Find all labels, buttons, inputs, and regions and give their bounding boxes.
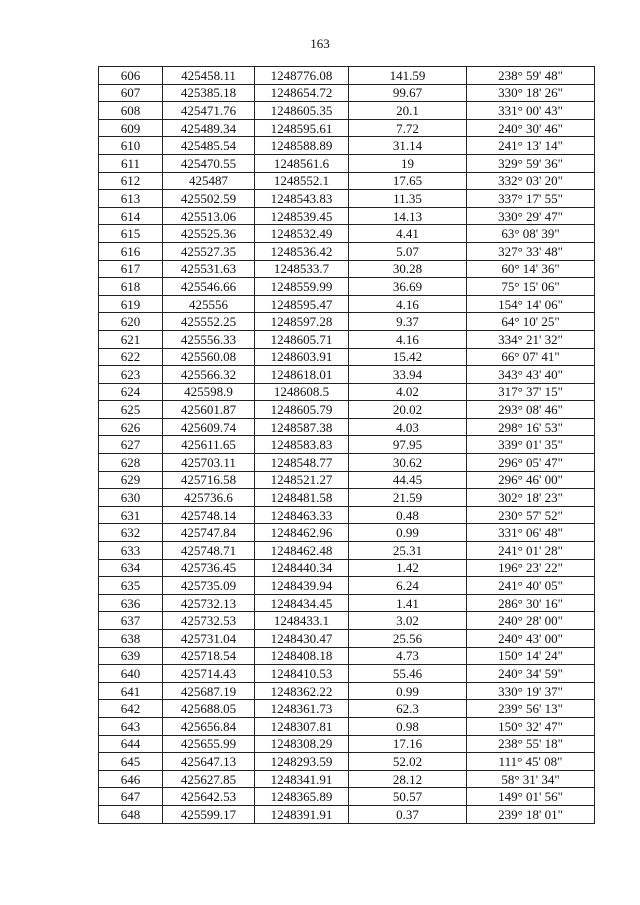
bearing-cell: 331° 06' 48" [467, 524, 595, 542]
table-row [99, 313, 595, 331]
x-coordinate-cell: 425735.09 [163, 577, 255, 595]
x-coordinate-cell: 425531.63 [163, 260, 255, 278]
bearing-cell: 66° 07' 41" [467, 348, 595, 366]
bearing-cell: 339° 01' 35" [467, 436, 595, 454]
y-coordinate-cell: 1248605.79 [255, 401, 349, 419]
y-coordinate-cell: 1248608.5 [255, 383, 349, 401]
y-coordinate-cell: 1248654.72 [255, 84, 349, 102]
distance-cell: 28.12 [349, 770, 467, 788]
bearing-cell: 286° 30' 16" [467, 594, 595, 612]
distance-cell: 3.02 [349, 612, 467, 630]
y-coordinate-cell: 1248521.27 [255, 471, 349, 489]
y-coordinate-cell: 1248308.29 [255, 735, 349, 753]
table-row [99, 753, 595, 771]
distance-cell: 30.28 [349, 260, 467, 278]
bearing-cell: 327° 33' 48" [467, 242, 595, 260]
x-coordinate-cell: 425525.36 [163, 225, 255, 243]
table-row [99, 506, 595, 524]
distance-cell: 44.45 [349, 471, 467, 489]
distance-cell: 15.42 [349, 348, 467, 366]
table-row [99, 278, 595, 296]
y-coordinate-cell: 1248462.48 [255, 542, 349, 560]
x-coordinate-cell: 425556.33 [163, 330, 255, 348]
y-coordinate-cell: 1248618.01 [255, 366, 349, 384]
y-coordinate-cell: 1248408.18 [255, 647, 349, 665]
point-number-cell: 631 [99, 506, 163, 524]
bearing-cell: 150° 14' 24" [467, 647, 595, 665]
distance-cell: 20.1 [349, 102, 467, 120]
point-number-cell: 608 [99, 102, 163, 120]
table-row [99, 454, 595, 472]
bearing-cell: 330° 29' 47" [467, 207, 595, 225]
table-row [99, 682, 595, 700]
table-row [99, 700, 595, 718]
point-number-cell: 628 [99, 454, 163, 472]
bearing-cell: 240° 43' 00" [467, 630, 595, 648]
bearing-cell: 293° 08' 46" [467, 401, 595, 419]
table-row [99, 102, 595, 120]
bearing-cell: 337° 17' 55" [467, 190, 595, 208]
y-coordinate-cell: 1248533.7 [255, 260, 349, 278]
x-coordinate-cell: 425736.45 [163, 559, 255, 577]
y-coordinate-cell: 1248539.45 [255, 207, 349, 225]
bearing-cell: 149° 01' 56" [467, 788, 595, 806]
table-row [99, 471, 595, 489]
x-coordinate-cell: 425527.35 [163, 242, 255, 260]
point-number-cell: 633 [99, 542, 163, 560]
table-row [99, 436, 595, 454]
page-number: 163 [310, 36, 330, 51]
table-row [99, 542, 595, 560]
distance-cell: 17.16 [349, 735, 467, 753]
point-number-cell: 609 [99, 119, 163, 137]
distance-cell: 0.98 [349, 717, 467, 735]
x-coordinate-cell: 425731.04 [163, 630, 255, 648]
x-coordinate-cell: 425736.6 [163, 489, 255, 507]
bearing-cell: 63° 08' 39" [467, 225, 595, 243]
bearing-cell: 241° 40' 05" [467, 577, 595, 595]
bearing-cell: 111° 45' 08" [467, 753, 595, 771]
distance-cell: 97.95 [349, 436, 467, 454]
y-coordinate-cell: 1248583.83 [255, 436, 349, 454]
bearing-cell: 239° 18' 01" [467, 805, 595, 823]
x-coordinate-cell: 425470.55 [163, 154, 255, 172]
table-row [99, 717, 595, 735]
bearing-cell: 240° 30' 46" [467, 119, 595, 137]
distance-cell: 11.35 [349, 190, 467, 208]
table-row [99, 225, 595, 243]
bearing-cell: 230° 57' 52" [467, 506, 595, 524]
bearing-cell: 239° 56' 13" [467, 700, 595, 718]
point-number-cell: 644 [99, 735, 163, 753]
distance-cell: 33.94 [349, 366, 467, 384]
bearing-cell: 238° 55' 18" [467, 735, 595, 753]
point-number-cell: 622 [99, 348, 163, 366]
y-coordinate-cell: 1248605.35 [255, 102, 349, 120]
y-coordinate-cell: 1248588.89 [255, 137, 349, 155]
table-row [99, 67, 595, 85]
distance-cell: 0.37 [349, 805, 467, 823]
table-row [99, 84, 595, 102]
x-coordinate-cell: 425458.11 [163, 67, 255, 85]
distance-cell: 21.59 [349, 489, 467, 507]
y-coordinate-cell: 1248462.96 [255, 524, 349, 542]
x-coordinate-cell: 425656.84 [163, 717, 255, 735]
y-coordinate-cell: 1248595.61 [255, 119, 349, 137]
table-row [99, 383, 595, 401]
table-row [99, 524, 595, 542]
table-row [99, 401, 595, 419]
y-coordinate-cell: 1248391.91 [255, 805, 349, 823]
bearing-cell: 331° 00' 43" [467, 102, 595, 120]
x-coordinate-cell: 425688.05 [163, 700, 255, 718]
bearing-cell: 332° 03' 20" [467, 172, 595, 190]
y-coordinate-cell: 1248361.73 [255, 700, 349, 718]
bearing-cell: 329° 59' 36" [467, 154, 595, 172]
bearing-cell: 64° 10' 25" [467, 313, 595, 331]
bearing-cell: 150° 32' 47" [467, 717, 595, 735]
table-row [99, 366, 595, 384]
y-coordinate-cell: 1248587.38 [255, 418, 349, 436]
bearing-cell: 60° 14' 36" [467, 260, 595, 278]
y-coordinate-cell: 1248410.53 [255, 665, 349, 683]
y-coordinate-cell: 1248293.59 [255, 753, 349, 771]
y-coordinate-cell: 1248536.42 [255, 242, 349, 260]
x-coordinate-cell: 425609.74 [163, 418, 255, 436]
x-coordinate-cell: 425703.11 [163, 454, 255, 472]
y-coordinate-cell: 1248561.6 [255, 154, 349, 172]
point-number-cell: 636 [99, 594, 163, 612]
distance-cell: 0.48 [349, 506, 467, 524]
point-number-cell: 618 [99, 278, 163, 296]
x-coordinate-cell: 425598.9 [163, 383, 255, 401]
point-number-cell: 621 [99, 330, 163, 348]
point-number-cell: 614 [99, 207, 163, 225]
y-coordinate-cell: 1248552.1 [255, 172, 349, 190]
y-coordinate-cell: 1248362.22 [255, 682, 349, 700]
y-coordinate-cell: 1248603.91 [255, 348, 349, 366]
distance-cell: 17.65 [349, 172, 467, 190]
point-number-cell: 641 [99, 682, 163, 700]
x-coordinate-cell: 425714.43 [163, 665, 255, 683]
distance-cell: 0.99 [349, 682, 467, 700]
table-row [99, 207, 595, 225]
x-coordinate-cell: 425489.34 [163, 119, 255, 137]
distance-cell: 4.73 [349, 647, 467, 665]
distance-cell: 7.72 [349, 119, 467, 137]
x-coordinate-cell: 425718.54 [163, 647, 255, 665]
y-coordinate-cell: 1248463.33 [255, 506, 349, 524]
bearing-cell: 317° 37' 15" [467, 383, 595, 401]
bearing-cell: 330° 19' 37" [467, 682, 595, 700]
distance-cell: 4.03 [349, 418, 467, 436]
distance-cell: 4.16 [349, 295, 467, 313]
bearing-cell: 240° 28' 00" [467, 612, 595, 630]
x-coordinate-cell: 425513.06 [163, 207, 255, 225]
point-number-cell: 634 [99, 559, 163, 577]
point-number-cell: 647 [99, 788, 163, 806]
bearing-cell: 196° 23' 22" [467, 559, 595, 577]
table-row [99, 647, 595, 665]
point-number-cell: 643 [99, 717, 163, 735]
y-coordinate-cell: 1248595.47 [255, 295, 349, 313]
table-row [99, 190, 595, 208]
point-number-cell: 623 [99, 366, 163, 384]
table-row [99, 665, 595, 683]
x-coordinate-cell: 425748.14 [163, 506, 255, 524]
point-number-cell: 612 [99, 172, 163, 190]
y-coordinate-cell: 1248433.1 [255, 612, 349, 630]
y-coordinate-cell: 1248532.49 [255, 225, 349, 243]
point-number-cell: 627 [99, 436, 163, 454]
point-number-cell: 638 [99, 630, 163, 648]
distance-cell: 14.13 [349, 207, 467, 225]
bearing-cell: 238° 59' 48" [467, 67, 595, 85]
y-coordinate-cell: 1248543.83 [255, 190, 349, 208]
x-coordinate-cell: 425502.59 [163, 190, 255, 208]
bearing-cell: 296° 05' 47" [467, 454, 595, 472]
y-coordinate-cell: 1248548.77 [255, 454, 349, 472]
table-row [99, 172, 595, 190]
bearing-cell: 302° 18' 23" [467, 489, 595, 507]
y-coordinate-cell: 1248481.58 [255, 489, 349, 507]
distance-cell: 4.02 [349, 383, 467, 401]
bearing-cell: 241° 01' 28" [467, 542, 595, 560]
y-coordinate-cell: 1248307.81 [255, 717, 349, 735]
point-number-cell: 617 [99, 260, 163, 278]
x-coordinate-cell: 425627.85 [163, 770, 255, 788]
table-row [99, 489, 595, 507]
table-row [99, 788, 595, 806]
bearing-cell: 343° 43' 40" [467, 366, 595, 384]
y-coordinate-cell: 1248439.94 [255, 577, 349, 595]
x-coordinate-cell: 425655.99 [163, 735, 255, 753]
y-coordinate-cell: 1248434.45 [255, 594, 349, 612]
x-coordinate-cell: 425732.53 [163, 612, 255, 630]
x-coordinate-cell: 425566.32 [163, 366, 255, 384]
distance-cell: 0.99 [349, 524, 467, 542]
table-row [99, 612, 595, 630]
x-coordinate-cell: 425747.84 [163, 524, 255, 542]
table-row [99, 260, 595, 278]
x-coordinate-cell: 425546.66 [163, 278, 255, 296]
x-coordinate-cell: 425611.65 [163, 436, 255, 454]
bearing-cell: 334° 21' 32" [467, 330, 595, 348]
x-coordinate-cell: 425716.58 [163, 471, 255, 489]
table-row [99, 630, 595, 648]
bearing-cell: 154° 14' 06" [467, 295, 595, 313]
table-row [99, 735, 595, 753]
bearing-cell: 296° 46' 00" [467, 471, 595, 489]
point-number-cell: 620 [99, 313, 163, 331]
x-coordinate-cell: 425642.53 [163, 788, 255, 806]
x-coordinate-cell: 425556 [163, 295, 255, 313]
distance-cell: 4.16 [349, 330, 467, 348]
distance-cell: 20.02 [349, 401, 467, 419]
point-number-cell: 629 [99, 471, 163, 489]
point-number-cell: 648 [99, 805, 163, 823]
y-coordinate-cell: 1248776.08 [255, 67, 349, 85]
x-coordinate-cell: 425552.25 [163, 313, 255, 331]
table-row [99, 770, 595, 788]
distance-cell: 62.3 [349, 700, 467, 718]
distance-cell: 31.14 [349, 137, 467, 155]
coordinates-table [98, 66, 595, 824]
bearing-cell: 241° 13' 14" [467, 137, 595, 155]
table-row [99, 418, 595, 436]
table-row [99, 559, 595, 577]
y-coordinate-cell: 1248605.71 [255, 330, 349, 348]
distance-cell: 1.41 [349, 594, 467, 612]
x-coordinate-cell: 425485.54 [163, 137, 255, 155]
point-number-cell: 642 [99, 700, 163, 718]
x-coordinate-cell: 425748.71 [163, 542, 255, 560]
point-number-cell: 635 [99, 577, 163, 595]
x-coordinate-cell: 425647.13 [163, 753, 255, 771]
x-coordinate-cell: 425385.18 [163, 84, 255, 102]
point-number-cell: 615 [99, 225, 163, 243]
point-number-cell: 630 [99, 489, 163, 507]
y-coordinate-cell: 1248430.47 [255, 630, 349, 648]
point-number-cell: 616 [99, 242, 163, 260]
table-row [99, 119, 595, 137]
point-number-cell: 626 [99, 418, 163, 436]
table-row [99, 330, 595, 348]
distance-cell: 9.37 [349, 313, 467, 331]
distance-cell: 141.59 [349, 67, 467, 85]
point-number-cell: 624 [99, 383, 163, 401]
point-number-cell: 610 [99, 137, 163, 155]
point-number-cell: 632 [99, 524, 163, 542]
distance-cell: 1.42 [349, 559, 467, 577]
point-number-cell: 606 [99, 67, 163, 85]
distance-cell: 6.24 [349, 577, 467, 595]
bearing-cell: 58° 31' 34" [467, 770, 595, 788]
table-row [99, 577, 595, 595]
y-coordinate-cell: 1248341.91 [255, 770, 349, 788]
x-coordinate-cell: 425487 [163, 172, 255, 190]
coordinates-table-body [99, 67, 595, 824]
x-coordinate-cell: 425601.87 [163, 401, 255, 419]
point-number-cell: 640 [99, 665, 163, 683]
distance-cell: 25.56 [349, 630, 467, 648]
point-number-cell: 639 [99, 647, 163, 665]
point-number-cell: 646 [99, 770, 163, 788]
y-coordinate-cell: 1248365.89 [255, 788, 349, 806]
bearing-cell: 75° 15' 06" [467, 278, 595, 296]
y-coordinate-cell: 1248559.99 [255, 278, 349, 296]
table-row [99, 348, 595, 366]
point-number-cell: 611 [99, 154, 163, 172]
point-number-cell: 637 [99, 612, 163, 630]
table-row [99, 242, 595, 260]
table-row [99, 805, 595, 823]
distance-cell: 25.31 [349, 542, 467, 560]
y-coordinate-cell: 1248597.28 [255, 313, 349, 331]
distance-cell: 55.46 [349, 665, 467, 683]
distance-cell: 50.57 [349, 788, 467, 806]
point-number-cell: 607 [99, 84, 163, 102]
x-coordinate-cell: 425732.13 [163, 594, 255, 612]
distance-cell: 99.67 [349, 84, 467, 102]
x-coordinate-cell: 425560.08 [163, 348, 255, 366]
point-number-cell: 625 [99, 401, 163, 419]
x-coordinate-cell: 425471.76 [163, 102, 255, 120]
x-coordinate-cell: 425599.17 [163, 805, 255, 823]
x-coordinate-cell: 425687.19 [163, 682, 255, 700]
table-row [99, 594, 595, 612]
distance-cell: 5.07 [349, 242, 467, 260]
bearing-cell: 330° 18' 26" [467, 84, 595, 102]
table-row [99, 154, 595, 172]
distance-cell: 19 [349, 154, 467, 172]
point-number-cell: 619 [99, 295, 163, 313]
bearing-cell: 240° 34' 59" [467, 665, 595, 683]
bearing-cell: 298° 16' 53" [467, 418, 595, 436]
table-row [99, 295, 595, 313]
point-number-cell: 645 [99, 753, 163, 771]
point-number-cell: 613 [99, 190, 163, 208]
distance-cell: 52.02 [349, 753, 467, 771]
distance-cell: 36.69 [349, 278, 467, 296]
table-row [99, 137, 595, 155]
distance-cell: 30.62 [349, 454, 467, 472]
y-coordinate-cell: 1248440.34 [255, 559, 349, 577]
distance-cell: 4.41 [349, 225, 467, 243]
